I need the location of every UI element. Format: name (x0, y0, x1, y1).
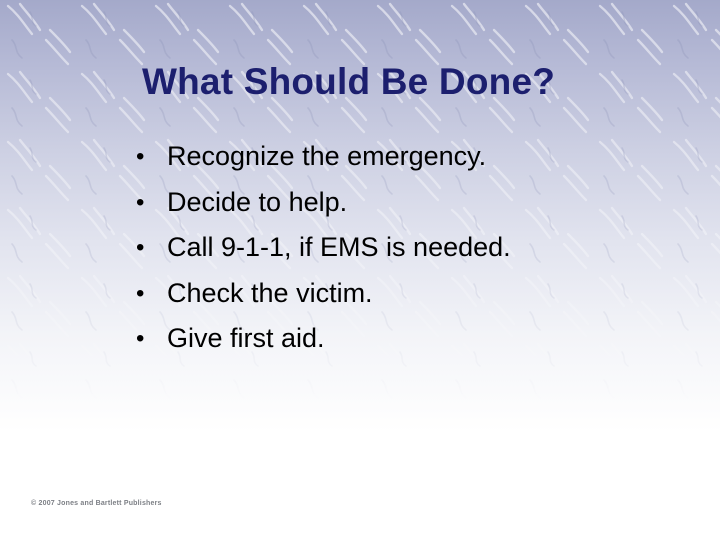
bullet-item (136, 225, 511, 271)
bullet-item (136, 134, 511, 180)
bullet-dot: • (136, 188, 145, 216)
bullet-dot: • (136, 325, 145, 352)
bullet-text: Give first aid. (167, 323, 325, 353)
bullet-item (136, 271, 511, 317)
bullet-text: Check the victim. (167, 277, 373, 308)
copyright-footer: © 2007 Jones and Bartlett Publishers (31, 500, 162, 507)
bullet-dot: • (136, 234, 145, 261)
bullet-dot: • (136, 143, 145, 170)
bullet-text: Recognize the emergency. (167, 141, 487, 171)
slide-title: What Should Be Done? (142, 61, 556, 102)
bullet-text: Decide to help. (167, 186, 348, 217)
bullet-dot: • (136, 279, 145, 307)
bullet-list (136, 134, 511, 362)
bullet-item (136, 316, 511, 362)
bullet-item (136, 180, 511, 226)
bullet-text: Call 9-1-1, if EMS is needed. (167, 232, 511, 262)
